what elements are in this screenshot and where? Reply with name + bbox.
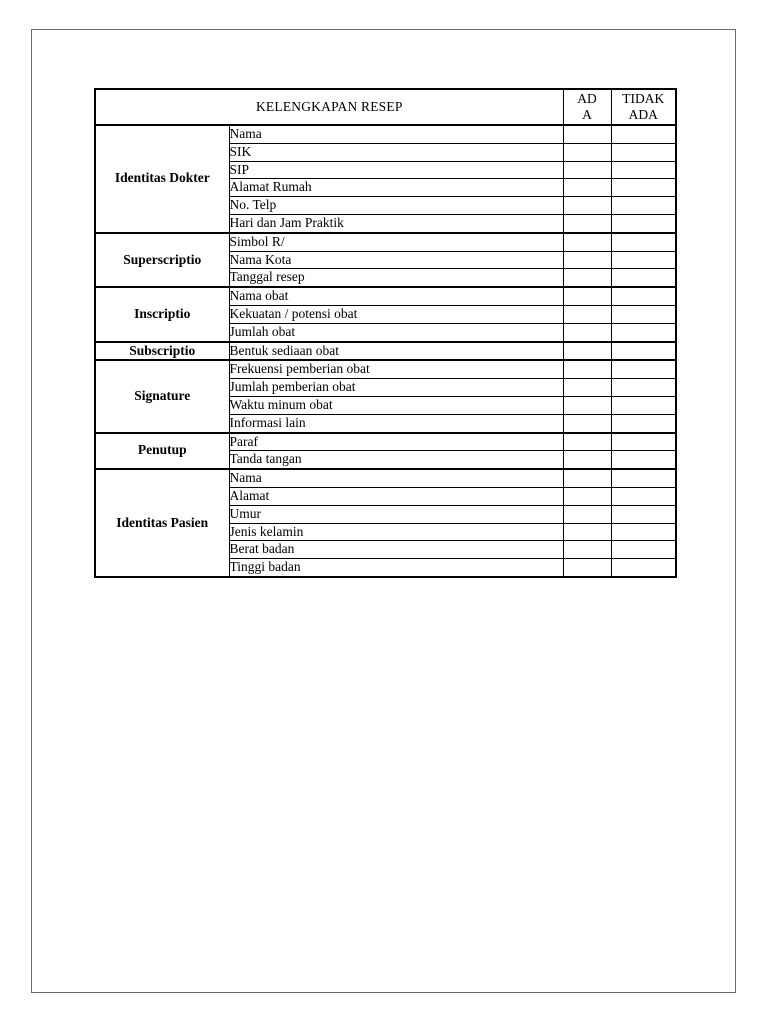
ada-check-cell[interactable] (563, 125, 611, 143)
item-label: Nama (229, 469, 563, 487)
column-header-ada (563, 89, 611, 125)
section-label: Identitas Dokter (95, 125, 229, 233)
ada-check-cell[interactable] (563, 143, 611, 161)
ada-check-cell[interactable] (563, 523, 611, 541)
item-label: Umur (229, 505, 563, 523)
tidak-ada-check-cell[interactable] (611, 559, 676, 577)
item-label: Jumlah pemberian obat (229, 379, 563, 397)
tidak-ada-check-cell[interactable] (611, 342, 676, 361)
prescription-checklist-table (94, 88, 677, 578)
ada-check-cell[interactable] (563, 305, 611, 323)
tidak-ada-check-cell[interactable] (611, 541, 676, 559)
table-row (95, 469, 676, 487)
tidak-ada-check-cell[interactable] (611, 414, 676, 432)
tidak-ada-check-cell[interactable] (611, 214, 676, 232)
item-label: Jenis kelamin (229, 523, 563, 541)
tidak-ada-check-cell[interactable] (611, 469, 676, 487)
item-label: Alamat (229, 487, 563, 505)
tidak-ada-check-cell[interactable] (611, 125, 676, 143)
ada-check-cell[interactable] (563, 287, 611, 305)
item-label: SIK (229, 143, 563, 161)
item-label: Waktu minum obat (229, 396, 563, 414)
table-row (95, 433, 676, 451)
tidak-ada-check-cell[interactable] (611, 360, 676, 378)
ada-check-cell[interactable] (563, 197, 611, 215)
item-label: Nama obat (229, 287, 563, 305)
item-label: Hari dan Jam Praktik (229, 214, 563, 232)
column-header-tidak-ada-label: TIDAK ADA (622, 91, 665, 122)
item-label: Simbol R/ (229, 233, 563, 251)
tidak-ada-check-cell[interactable] (611, 143, 676, 161)
tidak-ada-check-cell[interactable] (611, 379, 676, 397)
item-label: Tinggi badan (229, 559, 563, 577)
ada-check-cell[interactable] (563, 251, 611, 269)
item-label: Berat badan (229, 541, 563, 559)
item-label: Paraf (229, 433, 563, 451)
item-label: Tanda tangan (229, 451, 563, 469)
item-label: Informasi lain (229, 414, 563, 432)
section-label: Subscriptio (95, 342, 229, 361)
item-label: Jumlah obat (229, 323, 563, 341)
header-row (95, 89, 676, 125)
section-label: Penutup (95, 433, 229, 470)
section-label: Signature (95, 360, 229, 432)
item-label: Alamat Rumah (229, 179, 563, 197)
ada-check-cell[interactable] (563, 342, 611, 361)
checklist-body (95, 125, 676, 577)
tidak-ada-check-cell[interactable] (611, 433, 676, 451)
column-header-ada-label: AD A (577, 91, 597, 122)
tidak-ada-check-cell[interactable] (611, 179, 676, 197)
ada-check-cell[interactable] (563, 161, 611, 179)
section-label: Identitas Pasien (95, 469, 229, 577)
tidak-ada-check-cell[interactable] (611, 269, 676, 287)
table-row (95, 233, 676, 251)
ada-check-cell[interactable] (563, 214, 611, 232)
ada-check-cell[interactable] (563, 469, 611, 487)
column-header-tidak-ada (611, 89, 676, 125)
ada-check-cell[interactable] (563, 396, 611, 414)
table-row (95, 287, 676, 305)
ada-check-cell[interactable] (563, 487, 611, 505)
table-row (95, 342, 676, 361)
item-label: Nama Kota (229, 251, 563, 269)
item-label: Bentuk sediaan obat (229, 342, 563, 361)
table-row (95, 360, 676, 378)
tidak-ada-check-cell[interactable] (611, 233, 676, 251)
ada-check-cell[interactable] (563, 269, 611, 287)
tidak-ada-check-cell[interactable] (611, 523, 676, 541)
ada-check-cell[interactable] (563, 433, 611, 451)
ada-check-cell[interactable] (563, 323, 611, 341)
ada-check-cell[interactable] (563, 505, 611, 523)
table-title: KELENGKAPAN RESEP (95, 89, 563, 125)
tidak-ada-check-cell[interactable] (611, 451, 676, 469)
tidak-ada-check-cell[interactable] (611, 197, 676, 215)
table-row (95, 125, 676, 143)
tidak-ada-check-cell[interactable] (611, 161, 676, 179)
item-label: SIP (229, 161, 563, 179)
ada-check-cell[interactable] (563, 360, 611, 378)
item-label: No. Telp (229, 197, 563, 215)
tidak-ada-check-cell[interactable] (611, 396, 676, 414)
ada-check-cell[interactable] (563, 414, 611, 432)
tidak-ada-check-cell[interactable] (611, 487, 676, 505)
tidak-ada-check-cell[interactable] (611, 305, 676, 323)
ada-check-cell[interactable] (563, 451, 611, 469)
section-label: Inscriptio (95, 287, 229, 341)
item-label: Frekuensi pemberian obat (229, 360, 563, 378)
ada-check-cell[interactable] (563, 559, 611, 577)
tidak-ada-check-cell[interactable] (611, 323, 676, 341)
section-label: Superscriptio (95, 233, 229, 287)
ada-check-cell[interactable] (563, 179, 611, 197)
item-label: Nama (229, 125, 563, 143)
tidak-ada-check-cell[interactable] (611, 287, 676, 305)
item-label: Tanggal resep (229, 269, 563, 287)
item-label: Kekuatan / potensi obat (229, 305, 563, 323)
ada-check-cell[interactable] (563, 233, 611, 251)
ada-check-cell[interactable] (563, 379, 611, 397)
ada-check-cell[interactable] (563, 541, 611, 559)
tidak-ada-check-cell[interactable] (611, 505, 676, 523)
tidak-ada-check-cell[interactable] (611, 251, 676, 269)
